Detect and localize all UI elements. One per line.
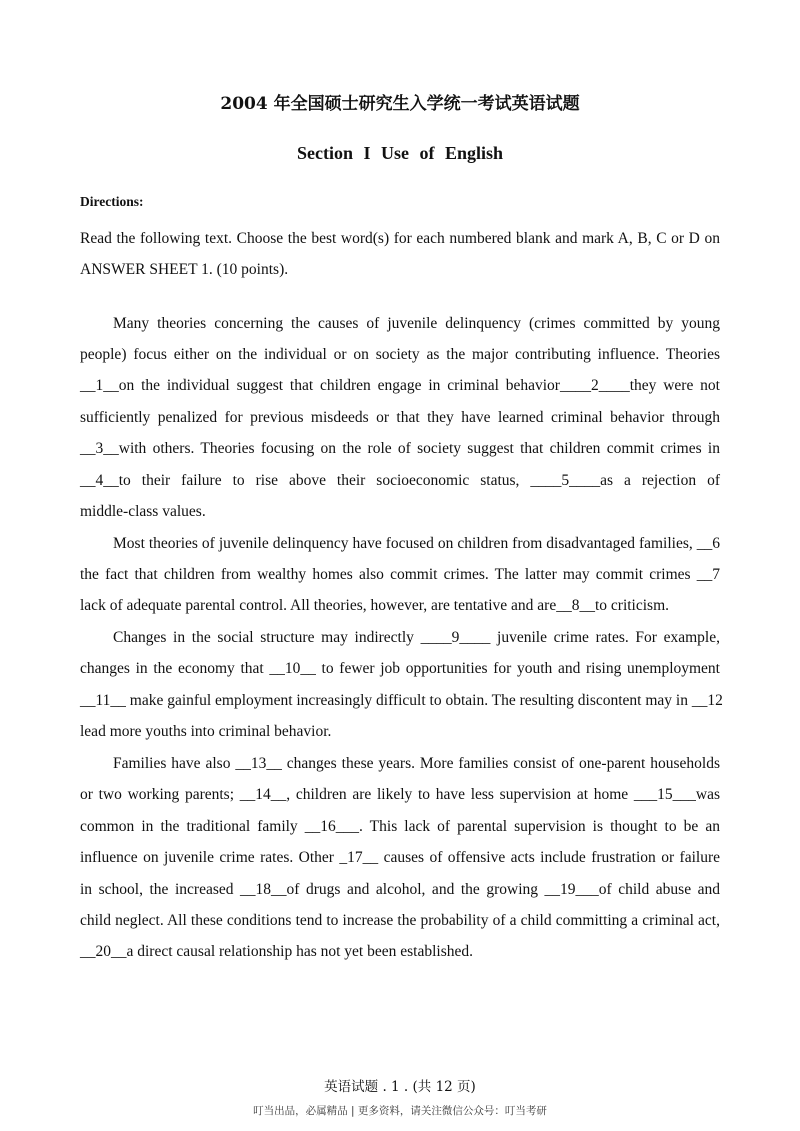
passage-line: __3__with others. Theories focusing on the role of society suggest that children commit crimes in — [80, 440, 720, 457]
passage-line: changes in the economy that __10__ to fewer job opportunities for youth and rising unemployment — [80, 660, 720, 677]
section-heading: Section I Use of English — [296, 143, 504, 163]
passage-line: Most theories of juvenile delinquency have focused on children from disadvantaged families, __6 — [113, 535, 720, 552]
directions-line: ANSWER SHEET 1. (10 points). — [80, 261, 289, 278]
passage-line: Families have also __13__ changes these years. More families consist of one-parent households — [113, 755, 720, 772]
passage-line: Changes in the social structure may indirectly ____9____ juvenile crime rates. For example, — [113, 629, 720, 646]
passage-line: sufficiently penalized for previous misdeeds or that they have learned criminal behavior through — [80, 409, 720, 426]
passage-line: influence on juvenile crime rates. Other _17__ causes of offensive acts include frustration or failure — [80, 849, 720, 866]
passage-line: __20__a direct causal relationship has not yet been established. — [80, 943, 473, 960]
passage-line: Many theories concerning the causes of juvenile delinquency (crimes committed by young — [113, 315, 720, 332]
passage-line: lack of adequate parental control. All theories, however, are tentative and are__8__to criticism. — [80, 597, 670, 614]
page-number: 英语试题 . 1 . (共 12 页) — [324, 1079, 476, 1095]
passage-line: lead more youths into criminal behavior. — [80, 723, 332, 740]
passage-line: people) focus either on the individual or on society as the major contributing influence. Theories — [80, 346, 720, 363]
directions-line: Read the following text. Choose the best word(s) for each numbered blank and mark A, B, C or D on — [80, 230, 720, 247]
passage-line: the fact that children from wealthy homes also commit crimes. The latter may commit crimes __7 — [80, 566, 720, 583]
passage-line: __11__ make gainful employment increasingly difficult to obtain. The resulting discontent may in __12 — [80, 692, 723, 709]
passage-line: common in the traditional family __16___. This lack of parental supervision is thought to be an — [80, 818, 720, 835]
footer-note: 叮当出品，必属精品 | 更多资料，请关注微信公众号：叮当考研 — [253, 1105, 547, 1117]
passage-line: __4__to their failure to rise above their socioeconomic status, ____5____as a rejection of — [80, 472, 720, 489]
exam-title: 2004 年全国硕士研究生入学统一考试英语试题 — [220, 94, 580, 114]
passage-line: middle-class values. — [80, 503, 206, 520]
passage-line: child neglect. All these conditions tend to increase the probability of a child committing a criminal act, — [80, 912, 720, 929]
passage-line: in school, the increased __18__of drugs and alcohol, and the growing __19___of child abuse and — [80, 881, 720, 898]
directions-label: Directions: — [80, 194, 144, 209]
passage-line: __1__on the individual suggest that children engage in criminal behavior____2____they were not — [80, 377, 720, 394]
passage-line: or two working parents; __14__, children are likely to have less supervision at home ___15___was — [80, 786, 720, 803]
